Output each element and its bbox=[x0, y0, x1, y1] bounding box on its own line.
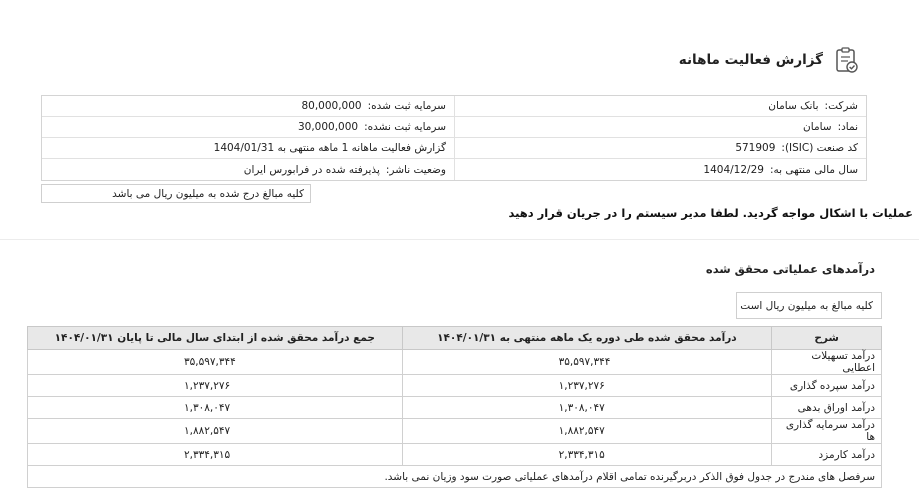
publisher-status-value: پذیرفته شده در فرابورس ایران bbox=[243, 163, 380, 176]
isic-label: کد صنعت (ISIC): bbox=[781, 142, 858, 154]
info-row bbox=[42, 138, 866, 159]
table-row bbox=[28, 444, 882, 466]
row-ytd-value: ۱,۸۸۲,۵۴۷ bbox=[28, 419, 403, 444]
symbol-value: سامان bbox=[803, 121, 832, 133]
row-monthly-value: ۱,۳۰۸,۰۴۷ bbox=[402, 397, 772, 419]
unregistered-capital-label: سرمایه ثبت نشده: bbox=[364, 121, 446, 133]
symbol-field bbox=[454, 117, 866, 137]
info-row bbox=[42, 117, 866, 138]
report-header bbox=[679, 44, 859, 76]
company-info-panel bbox=[41, 95, 867, 181]
registered-capital-value: 80,000,000 bbox=[301, 100, 362, 112]
registered-capital-field bbox=[42, 96, 454, 116]
table-row bbox=[28, 397, 882, 419]
amount-unit-note: کلیه مبالغ درج شده به میلیون ریال می باشد bbox=[41, 184, 311, 203]
table-header-row bbox=[28, 327, 882, 350]
row-description: درآمد سرمایه گذاری ها bbox=[772, 419, 882, 444]
info-row bbox=[42, 159, 866, 180]
fiscal-year-field bbox=[454, 159, 866, 180]
table-row bbox=[28, 375, 882, 397]
row-ytd-value: ۱,۲۳۷,۲۷۶ bbox=[28, 375, 403, 397]
row-ytd-value: ۲,۳۳۴,۳۱۵ bbox=[28, 444, 403, 466]
report-period-text: گزارش فعالیت ماهانه 1 ماهه منتهی به 1404/01/31 bbox=[213, 142, 446, 154]
column-header-monthly: درآمد محقق شده طی دوره یک ماهه منتهی به ۱۴۰۴/۰۱/۳۱ bbox=[402, 327, 772, 350]
symbol-label: نماد: bbox=[837, 121, 858, 133]
column-header-description: شرح bbox=[772, 327, 882, 350]
row-monthly-value: ۱,۸۸۲,۵۴۷ bbox=[402, 419, 772, 444]
isic-value: 571909 bbox=[735, 142, 776, 154]
fiscal-year-value: 1404/12/29 bbox=[703, 163, 764, 176]
row-monthly-value: ۲,۳۳۴,۳۱۵ bbox=[402, 444, 772, 466]
registered-capital-label: سرمایه ثبت شده: bbox=[367, 100, 446, 112]
row-description: درآمد اوراق بدهی bbox=[772, 397, 882, 419]
row-description: درآمد تسهیلات اعطایی bbox=[772, 350, 882, 375]
error-message: عملیات با اشکال مواجه گردید. لطفا مدیر سیستم را در جریان قرار دهید bbox=[508, 206, 913, 220]
clipboard-check-icon bbox=[833, 46, 859, 74]
isic-field bbox=[454, 138, 866, 158]
row-description: درآمد سپرده گذاری bbox=[772, 375, 882, 397]
table-row bbox=[28, 350, 882, 375]
info-row bbox=[42, 96, 866, 117]
table-row bbox=[28, 419, 882, 444]
company-value: بانک سامان bbox=[768, 100, 819, 112]
row-monthly-value: ۱,۲۳۷,۲۷۶ bbox=[402, 375, 772, 397]
section-title: درآمدهای عملیاتی محقق شده bbox=[705, 262, 875, 276]
column-header-ytd: جمع درآمد محقق شده از ابتدای سال مالی تا پایان ۱۴۰۴/۰۱/۳۱ bbox=[28, 327, 403, 350]
row-description: درآمد کارمزد bbox=[772, 444, 882, 466]
company-field bbox=[454, 96, 866, 116]
unregistered-capital-field bbox=[42, 117, 454, 137]
report-period-field bbox=[42, 138, 454, 158]
row-monthly-value: ۳۵,۵۹۷,۳۴۴ bbox=[402, 350, 772, 375]
publisher-status-label: وضعیت ناشر: bbox=[385, 163, 446, 176]
fiscal-year-label: سال مالی منتهی به: bbox=[769, 163, 858, 176]
company-label: شرکت: bbox=[824, 100, 858, 112]
unit-note-box: کلیه مبالغ به میلیون ریال است bbox=[736, 292, 882, 319]
operating-income-table bbox=[27, 326, 882, 488]
publisher-status-field bbox=[42, 159, 454, 180]
table-footnote-row bbox=[28, 466, 882, 488]
row-ytd-value: ۳۵,۵۹۷,۳۴۴ bbox=[28, 350, 403, 375]
section-divider bbox=[0, 239, 919, 240]
row-ytd-value: ۱,۳۰۸,۰۴۷ bbox=[28, 397, 403, 419]
unregistered-capital-value: 30,000,000 bbox=[297, 121, 359, 133]
page-title: گزارش فعالیت ماهانه bbox=[678, 52, 823, 68]
table-footnote: سرفصل های مندرج در جدول فوق الذکر دربرگیرنده تمامی اقلام درآمدهای عملیاتی صورت سود وزیان نمی باشد. bbox=[28, 466, 882, 488]
